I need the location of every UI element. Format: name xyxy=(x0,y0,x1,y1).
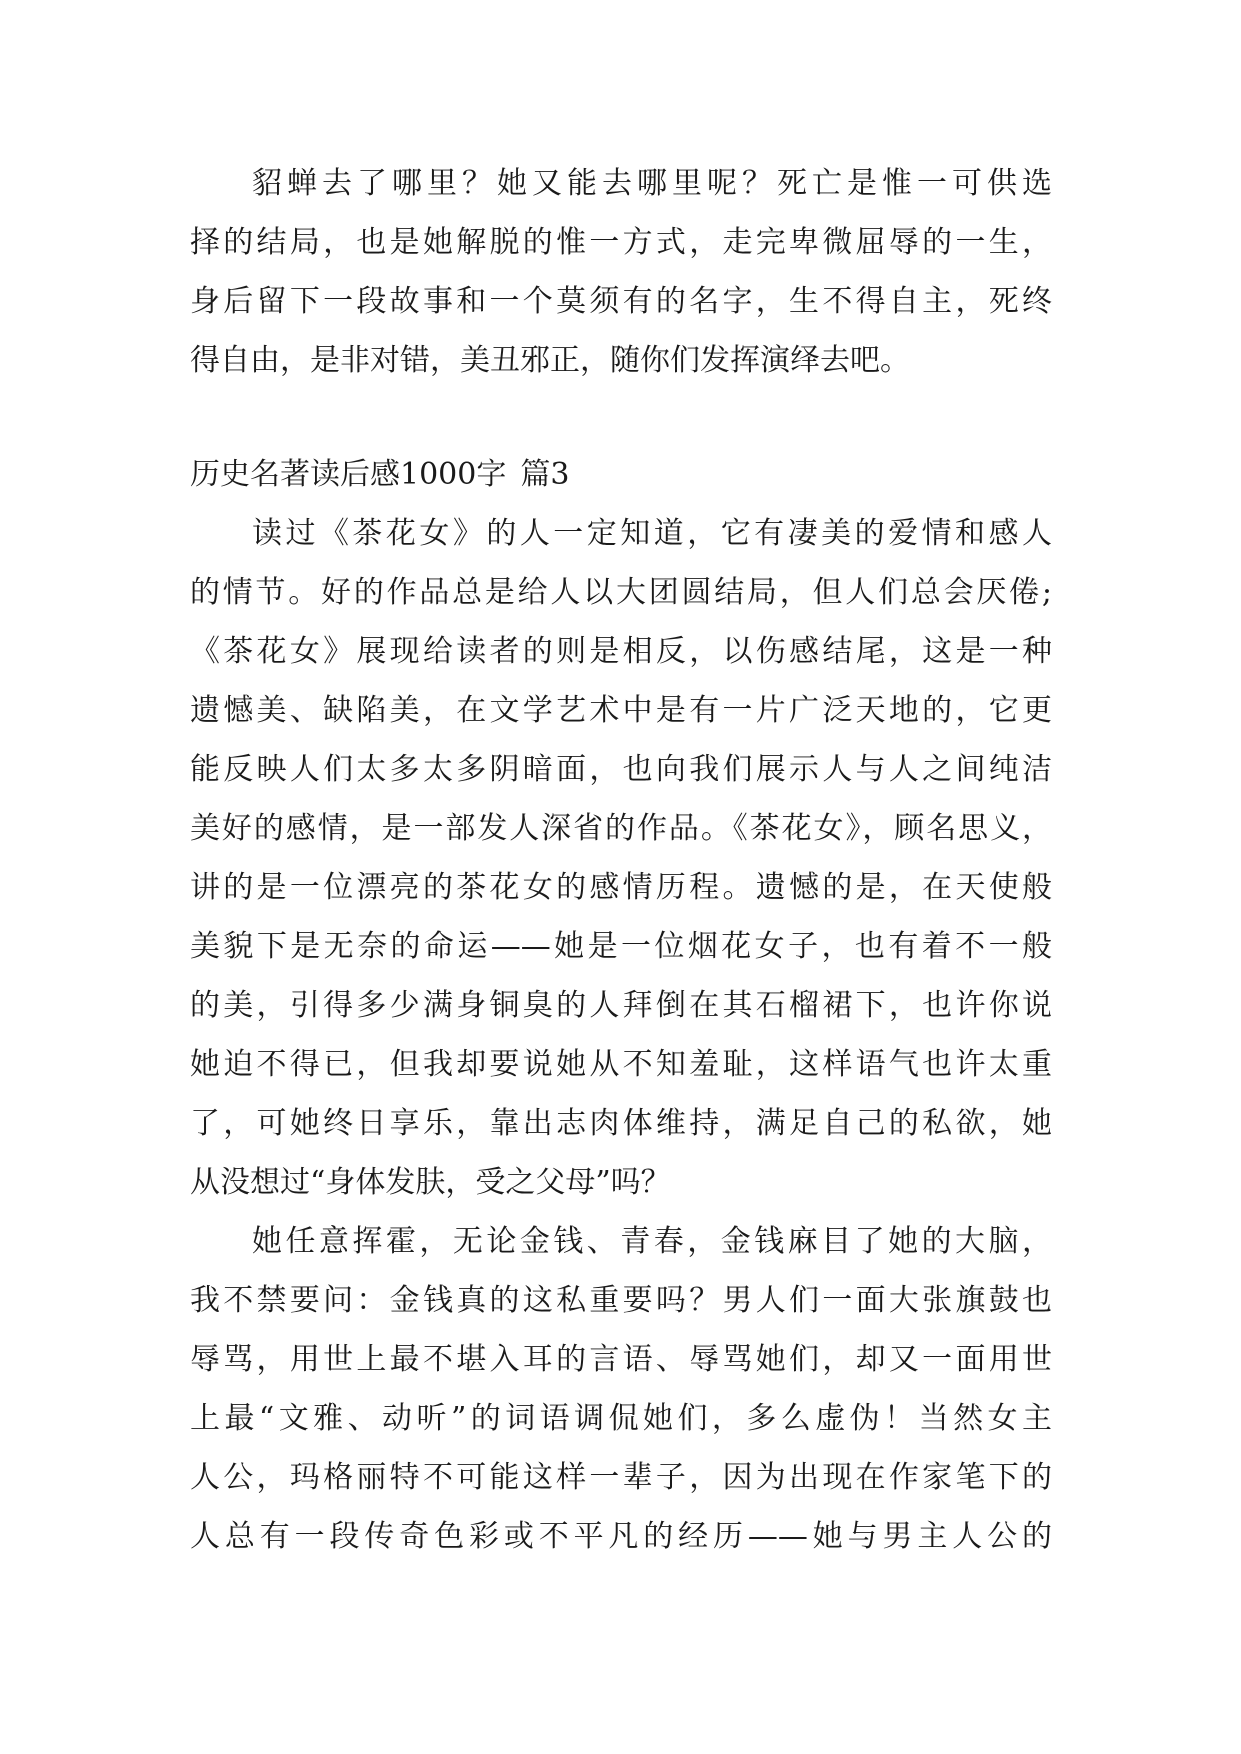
paragraph-line: 从没想过“身体发肤，受之父母”吗？ xyxy=(190,1165,671,1200)
paragraph-line: 得自由，是非对错，美丑邪正，随你们发挥演绎去吧。 xyxy=(190,343,910,378)
paragraph-2 xyxy=(190,504,1052,1212)
paragraph-line: 读过《茶花女》的人一定知道，它有凄美的爱情和感人 xyxy=(252,516,1052,551)
paragraph-line: 的美，引得多少满身铜臭的人拜倒在其石榴裙下，也许你说 xyxy=(190,988,1052,1023)
paragraph-line: 她迫不得已，但我却要说她从不知羞耻，这样语气也许太重 xyxy=(190,1047,1052,1082)
paragraph-line: 貂蝉去了哪里？她又能去哪里呢？死亡是惟一可供选 xyxy=(252,166,1052,201)
heading-section: 篇3 xyxy=(520,457,570,492)
paragraph-line: 人公，玛格丽特不可能这样一辈子，因为出现在作家笔下的 xyxy=(190,1460,1052,1495)
paragraph-line: 择的结局，也是她解脱的惟一方式，走完卑微屈辱的一生， xyxy=(190,225,1052,260)
paragraph-line: 了，可她终日享乐，靠出志肉体维持，满足自己的私欲，她 xyxy=(190,1106,1052,1141)
paragraph-line: 美好的感情，是一部发人深省的作品。《茶花女》，顾名思义， xyxy=(190,811,1052,846)
paragraph-line: 身后留下一段故事和一个莫须有的名字，生不得自主，死终 xyxy=(190,284,1052,319)
paragraph-line: 我不禁要问：金钱真的这私重要吗？男人们一面大张旗鼓也 xyxy=(190,1283,1052,1318)
paragraph-line: 能反映人们太多太多阴暗面，也向我们展示人与人之间纯洁 xyxy=(190,752,1052,787)
paragraph-line: 《茶花女》展现给读者的则是相反，以伤感结尾，这是一种 xyxy=(190,634,1052,669)
paragraph-1 xyxy=(190,154,1052,390)
paragraph-3 xyxy=(190,1212,1052,1566)
paragraph-line: 辱骂，用世上最不堪入耳的言语、辱骂她们，却又一面用世 xyxy=(190,1342,1052,1377)
paragraph-line: 的情节。好的作品总是给人以大团圆结局，但人们总会厌倦; xyxy=(190,575,1052,610)
paragraph-line: 讲的是一位漂亮的茶花女的感情历程。遗憾的是，在天使般 xyxy=(190,870,1052,905)
section-heading xyxy=(190,445,569,504)
paragraph-line: 遗憾美、缺陷美，在文学艺术中是有一片广泛天地的，它更 xyxy=(190,693,1052,728)
paragraph-line: 人总有一段传奇色彩或不平凡的经历——她与男主人公的 xyxy=(190,1519,1052,1554)
heading-title: 历史名著读后感1000字 xyxy=(190,457,507,492)
paragraph-line: 美貌下是无奈的命运——她是一位烟花女子，也有着不一般 xyxy=(190,929,1052,964)
paragraph-line: 上最“文雅、动听”的词语调侃她们，多么虚伪！当然女主 xyxy=(190,1401,1052,1436)
paragraph-line: 她任意挥霍，无论金钱、青春，金钱麻目了她的大脑， xyxy=(252,1224,1052,1259)
